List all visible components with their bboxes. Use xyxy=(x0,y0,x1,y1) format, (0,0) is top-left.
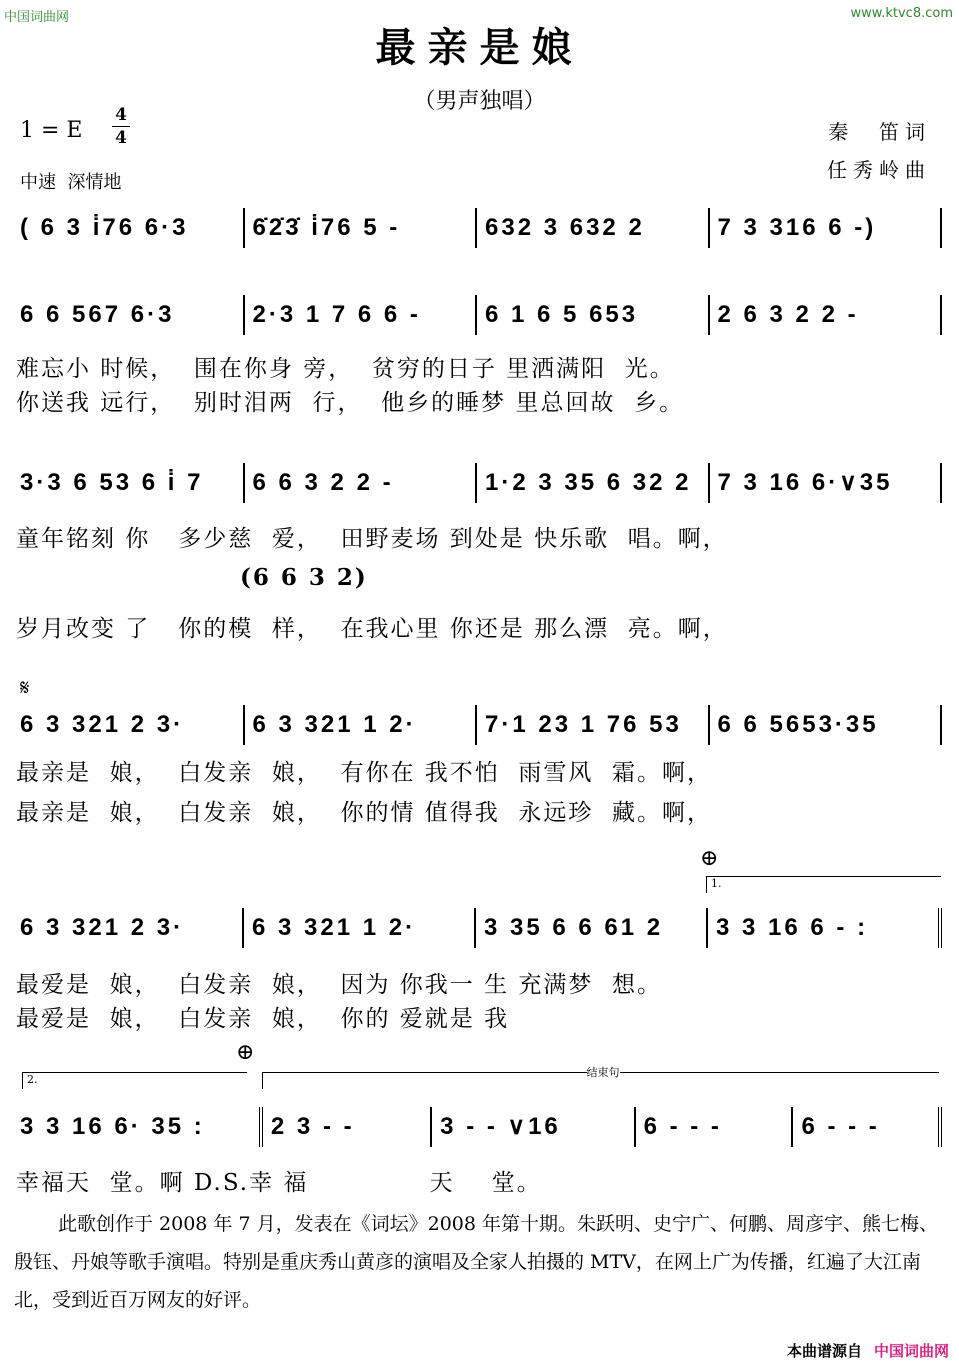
staff-row-2 xyxy=(12,295,942,335)
measure: 6 3 321 2 3· xyxy=(12,908,244,948)
measure: 6 3 321 2 3· xyxy=(12,705,245,745)
measure: 6 1 6 5 653 xyxy=(477,295,710,335)
lyric-line: 你送我 远行， 别时泪两 行， 他乡的睡梦 里总回故 乡。 xyxy=(16,390,685,416)
song-title: 最亲是娘 xyxy=(375,24,584,71)
subtitle: （男声独唱） xyxy=(413,89,546,114)
measure: 6 6 567 6·3 xyxy=(12,295,245,335)
ending-bracket xyxy=(262,1066,939,1089)
measure: 2 6 3 2 2 - xyxy=(710,295,943,335)
measure: 3 3 16 6· 35 : xyxy=(12,1107,263,1147)
tempo-marking: 中速 深情地 xyxy=(20,172,122,193)
lyric-line: 最爱是 娘， 白发亲 娘， 你的 爱就是 我 xyxy=(16,1006,510,1032)
measure: 7·1 23 1 76 53 xyxy=(477,705,710,745)
staff-row-4 xyxy=(12,705,942,745)
measure: 6 3 321 1 2· xyxy=(244,908,476,948)
composer: 任秀岭曲 xyxy=(827,158,931,182)
volta-1: 1. xyxy=(706,876,941,893)
staff-row-5 xyxy=(12,908,942,948)
measure: 2·3 1 7 6 6 - xyxy=(245,295,478,335)
measure: 6 6 3 2 2 - xyxy=(245,463,478,503)
measure: 3 3 16 6 - : xyxy=(708,908,942,948)
measure: 6̇2̇3̇ i̇76 5 - xyxy=(245,208,478,248)
volta-2: 2. xyxy=(22,1072,247,1089)
measure: 3·3 6 53 6 i̇ 7 xyxy=(12,463,245,503)
source-credit xyxy=(787,1340,949,1361)
coda-icon: ⊕ xyxy=(700,846,719,871)
time-top: 4 xyxy=(115,105,127,125)
measure: 3 - - ∨16 xyxy=(432,1107,635,1147)
lyric-line: 最亲是 娘， 白发亲 娘， 你的情 值得我 永远珍 藏。啊， xyxy=(16,800,713,826)
source-site: 中国词曲网 xyxy=(873,1342,949,1360)
watermark-right: www.ktvc8.com xyxy=(850,6,953,21)
coda-icon: ⊕ xyxy=(236,1040,255,1065)
staff-row-3 xyxy=(12,463,942,503)
measure: 6 - - - xyxy=(636,1107,794,1147)
lyric-line: 童年铭刻 你 多少慈 爱， 田野麦场 到处是 快乐歌 唱。啊， xyxy=(16,526,728,552)
staff-row-1 xyxy=(12,208,942,248)
ending-label: 结束句 xyxy=(586,1066,620,1079)
staff-row-6 xyxy=(12,1107,942,1147)
alt-notes: (6 6 3 2) xyxy=(240,564,368,591)
lyricist: 秦 笛词 xyxy=(828,120,931,144)
key-signature: 1 = E xyxy=(20,118,83,143)
source-label: 本曲谱源自 xyxy=(786,1342,862,1360)
watermark-left: 中国词曲网 xyxy=(4,10,70,25)
measure: 632 3 632 2 xyxy=(477,208,710,248)
lyric-line: 最亲是 娘， 白发亲 娘， 有你在 我不怕 雨雪风 霜。啊， xyxy=(16,760,713,786)
lyric-line: 难忘小 时候， 围在你身 旁， 贫穷的日子 里洒满阳 光。 xyxy=(16,356,675,382)
lyric-line: 岁月改变 了 你的模 样， 在我心里 你还是 那么漂 亮。啊， xyxy=(16,616,728,642)
measure: 6 6 5653·35 xyxy=(710,705,943,745)
time-bottom: 4 xyxy=(115,128,127,148)
segno-icon: 𝄋 xyxy=(20,676,30,701)
song-note: 此歌创作于 2008 年 7 月，发表在《词坛》2008 年第十期。朱跃明、史宁广、何鹏、周彦宇、熊七梅、殷钰、丹娘等歌手演唱。特别是重庆秀山黄彦的演唱及全家人拍摄的 MTV，在网上广为传播，红遍了大江南北，受到近百万网友的好评。 xyxy=(14,1213,938,1311)
measure: 7 3 316 6 -) xyxy=(710,208,943,248)
measure: 3 35 6 6 61 2 xyxy=(476,908,708,948)
measure: 1·2 3 35 6 32 2 xyxy=(477,463,710,503)
measure: 7 3 16 6·∨35 xyxy=(710,463,943,503)
measure: 2 3 - - xyxy=(263,1107,432,1147)
time-signature xyxy=(112,104,130,149)
measure: 6 3 321 1 2· xyxy=(245,705,478,745)
measure: 6 - - - xyxy=(793,1107,942,1147)
lyric-line: 最爱是 娘， 白发亲 娘， 因为 你我一 生 充满梦 想。 xyxy=(16,972,663,998)
measure: ( 6 3 i̇76 6·3 xyxy=(12,208,245,248)
lyric-line: 幸福天 堂。啊 D.S.幸 福 天 堂。 xyxy=(16,1170,542,1196)
